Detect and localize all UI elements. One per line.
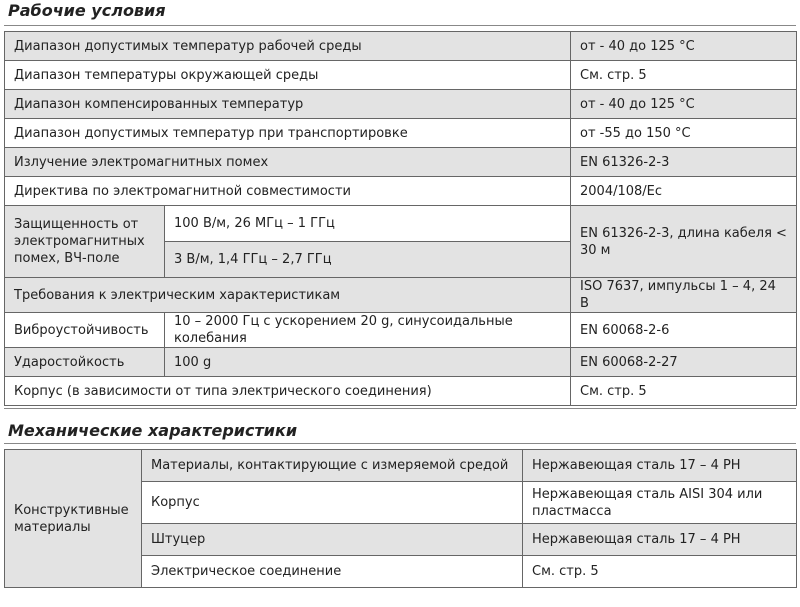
emi-sub-1: 100 В/м, 26 МГц – 1 ГГц — [165, 206, 571, 242]
table-row — [5, 278, 797, 313]
row-mid: 10 – 2000 Гц с ускорением 20 g, синусоидальные колебания — [165, 313, 571, 348]
row-value: См. стр. 5 — [571, 61, 797, 90]
table-row — [5, 348, 797, 377]
table-row — [5, 377, 797, 406]
row-value: См. стр. 5 — [523, 556, 797, 588]
section-divider — [4, 408, 796, 409]
row-label: Директива по электромагнитной совместимости — [5, 177, 571, 206]
group-label: Конструктивные материалы — [5, 450, 142, 588]
table-row — [5, 450, 797, 482]
section-title-mechanical: Механические характеристики — [8, 421, 298, 440]
row-label: Диапазон допустимых температур рабочей среды — [5, 32, 571, 61]
row-value: ISO 7637, импульсы 1 – 4, 24 В — [571, 278, 797, 313]
table-row — [5, 313, 797, 348]
row-label: Штуцер — [142, 524, 523, 556]
table-row — [5, 177, 797, 206]
row-label: Электрическое соединение — [142, 556, 523, 588]
row-label: Диапазон компенсированных температур — [5, 90, 571, 119]
row-label: Диапазон температуры окружающей среды — [5, 61, 571, 90]
row-label: Корпус — [142, 482, 523, 524]
table-row-emi — [5, 206, 797, 242]
row-value: EN 60068-2-27 — [571, 348, 797, 377]
row-label: Излучение электромагнитных помех — [5, 148, 571, 177]
row-value: См. стр. 5 — [571, 377, 797, 406]
row-label: Материалы, контактирующие с измеряемой средой — [142, 450, 523, 482]
table-row — [5, 119, 797, 148]
row-mid: 100 g — [165, 348, 571, 377]
row-value: 2004/108/Ec — [571, 177, 797, 206]
table-row — [5, 61, 797, 90]
row-value: от -55 до 150 °C — [571, 119, 797, 148]
row-label: Диапазон допустимых температур при транспортировке — [5, 119, 571, 148]
emi-label: Защищенность от электромагнитных помех, ВЧ-поле — [5, 206, 165, 278]
section-title-operating: Рабочие условия — [8, 1, 166, 20]
mechanical-table — [4, 449, 797, 588]
row-label: Требования к электрическим характеристикам — [5, 278, 571, 313]
table-row — [5, 90, 797, 119]
section-rule-operating — [4, 25, 796, 26]
row-label: Виброустойчивость — [5, 313, 165, 348]
table-row — [5, 148, 797, 177]
row-value: от - 40 до 125 °C — [571, 90, 797, 119]
row-value: Нержавеющая сталь 17 – 4 PH — [523, 450, 797, 482]
row-value: Нержавеющая сталь AISI 304 или пластмасса — [523, 482, 797, 524]
emi-sub-2: 3 В/м, 1,4 ГГц – 2,7 ГГц — [165, 242, 571, 278]
table-row — [5, 32, 797, 61]
operating-conditions-table — [4, 31, 797, 406]
emi-value: EN 61326-2-3, длина кабеля < 30 м — [571, 206, 797, 278]
row-label: Ударостойкость — [5, 348, 165, 377]
row-label: Корпус (в зависимости от типа электрического соединения) — [5, 377, 571, 406]
row-value: от - 40 до 125 °C — [571, 32, 797, 61]
row-value: EN 61326-2-3 — [571, 148, 797, 177]
row-value: Нержавеющая сталь 17 – 4 PH — [523, 524, 797, 556]
section-rule-mechanical — [4, 443, 796, 444]
row-value: EN 60068-2-6 — [571, 313, 797, 348]
